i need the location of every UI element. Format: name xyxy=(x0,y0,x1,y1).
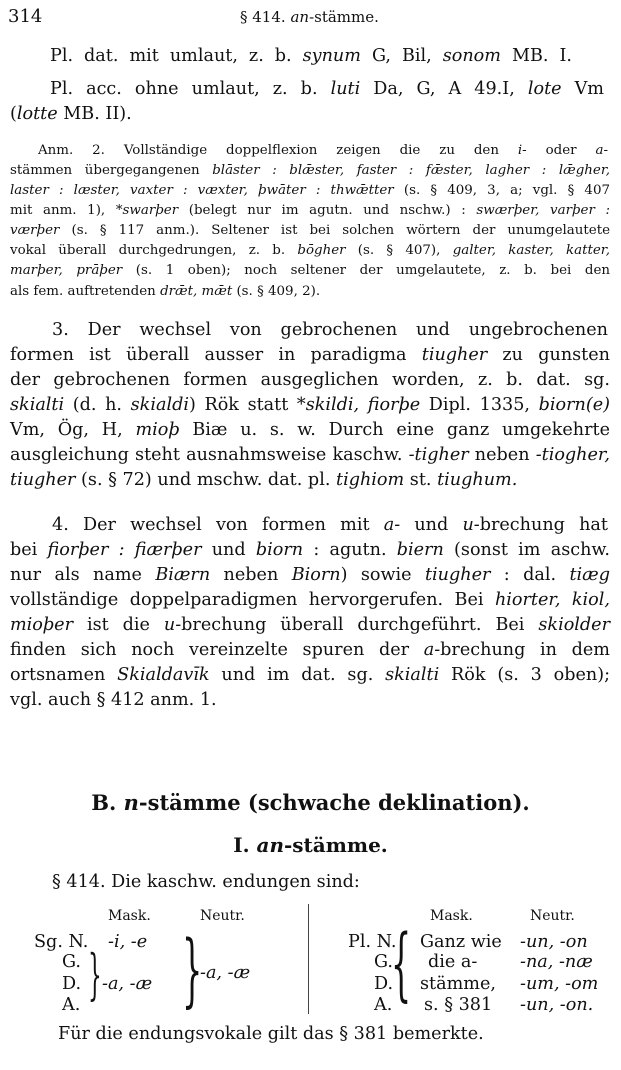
column-divider xyxy=(308,904,309,1014)
note-line: Anm. 2. Vollständige doppelflexion zeigen die zu den i- oder a- xyxy=(38,143,608,158)
column-header-neutr: Neutr. xyxy=(200,908,245,924)
text-line: tiugher (s. § 72) und mschw. dat. pl. tighiom st. tiughum. xyxy=(10,470,518,490)
text-line: 3. Der wechsel von gebrochenen und ungebrochenen xyxy=(52,320,608,340)
running-title: § 414. an-stämme. xyxy=(240,8,379,26)
row-label: G. xyxy=(62,952,82,972)
text-line: 4. Der wechsel von formen mit a- und u-brechung hat xyxy=(52,515,608,535)
ending-cell: -i, -e xyxy=(108,932,148,952)
ending-cell: -um, -om xyxy=(520,974,599,994)
mask-cell: stämme, xyxy=(420,974,496,994)
section-heading-b: B. n-stämme (schwache deklination). xyxy=(91,790,530,815)
text-line: der gebrochenen formen ausgeglichen worden, z. b. dat. sg. xyxy=(10,370,610,390)
row-label: D. xyxy=(374,974,394,994)
brace-symbol: } xyxy=(182,923,203,1016)
column-header-mask: Mask. xyxy=(108,908,151,924)
note-line: mit anm. 1), *swarþer (belegt nur im agutn. und nschw.) : swærþer, varþer : xyxy=(10,203,611,218)
mask-cell: s. § 381 xyxy=(424,995,493,1015)
brace-symbol: } xyxy=(88,943,102,1006)
brace-symbol: } xyxy=(390,917,412,1010)
running-header xyxy=(8,4,608,30)
page-number: 314 xyxy=(8,6,43,27)
text-line: nur als name Biærn neben Biorn) sowie tiugher : dal. tiæg xyxy=(10,565,610,585)
text-line: skialti (d. h. skialdi) Rök statt *skildi, fiorþe Dipl. 1335, biorn(e) xyxy=(10,395,610,415)
ending-cell: -a, -æ xyxy=(200,963,251,983)
row-label: D. xyxy=(62,974,82,994)
mask-cell: die a- xyxy=(428,952,478,972)
note-line: als fem. auftretenden drǣt, mǣt (s. § 409, 2). xyxy=(10,284,321,299)
section-heading-i: I. an-stämme. xyxy=(233,833,388,857)
mask-cell: Ganz wie xyxy=(420,932,502,952)
row-label: A. xyxy=(62,995,81,1015)
ending-cell: -a, -æ xyxy=(102,974,153,994)
text-line: Pl. acc. ohne umlaut, z. b. luti Da, G, A 49.I, lote Vm xyxy=(50,79,604,99)
row-label: Sg. N. xyxy=(34,932,89,952)
note-line: stämmen übergegangenen blāster : blǣster, faster : fǣster, lagher : lǣgher, xyxy=(10,163,610,178)
text-line: formen ist überall ausser in paradigma tiugher zu gunsten xyxy=(10,345,610,365)
text-line: (lotte MB. II). xyxy=(10,104,132,124)
ending-cell: -un, -on. xyxy=(520,995,594,1015)
column-header-mask: Mask. xyxy=(430,908,473,924)
note-line: laster : læster, vaxter : væxter, þwāter : thwǣtter (s. § 409, 3, a; vgl. § 407 xyxy=(10,183,610,198)
note-line: marþer, prāþer (s. 1 oben); noch seltener der umgelautete, z. b. bei den xyxy=(10,263,610,278)
text-line: bei fiorþer : fiærþer und biorn : agutn. biern (sonst im aschw. xyxy=(10,540,610,560)
text-line: vollständige doppelparadigmen hervorgerufen. Bei hiorter, kiol, xyxy=(10,590,610,610)
column-header-neutr: Neutr. xyxy=(530,908,575,924)
paragraph-414: § 414. Die kaschw. endungen sind: xyxy=(52,872,360,892)
text-line: ortsnamen Skialdavīk und im dat. sg. skialti Rök (s. 3 oben); xyxy=(10,665,610,685)
text-line: Pl. dat. mit umlaut, z. b. synum G, Bil, sonom MB. I. xyxy=(50,46,573,66)
closing-line: Für die endungsvokale gilt das § 381 bemerkte. xyxy=(58,1024,484,1044)
note-line: værþer (s. § 117 anm.). Seltener ist bei solchen wörtern der unumgelautete xyxy=(10,223,610,238)
text-line: mioþer ist die u-brechung überall durchgeführt. Bei skiolder xyxy=(10,615,610,635)
text-line: finden sich noch vereinzelte spuren der a-brechung in dem xyxy=(10,640,610,660)
ending-cell: -un, -on xyxy=(520,932,588,952)
row-label: Pl. N. xyxy=(348,932,397,952)
row-label: A. xyxy=(374,995,393,1015)
text-line: ausgleichung steht ausnahmsweise kaschw. -tigher neben -tiogher, xyxy=(10,445,610,465)
text-line: vgl. auch § 412 anm. 1. xyxy=(10,690,217,710)
row-label: G. xyxy=(374,952,394,972)
note-line: vokal überall durchgedrungen, z. b. bōgher (s. § 407), galter, kaster, katter, xyxy=(10,243,610,258)
text-line: Vm, Ög, H, mioþ Biæ u. s. w. Durch eine ganz umgekehrte xyxy=(10,420,610,440)
ending-cell: -na, -næ xyxy=(520,952,593,972)
